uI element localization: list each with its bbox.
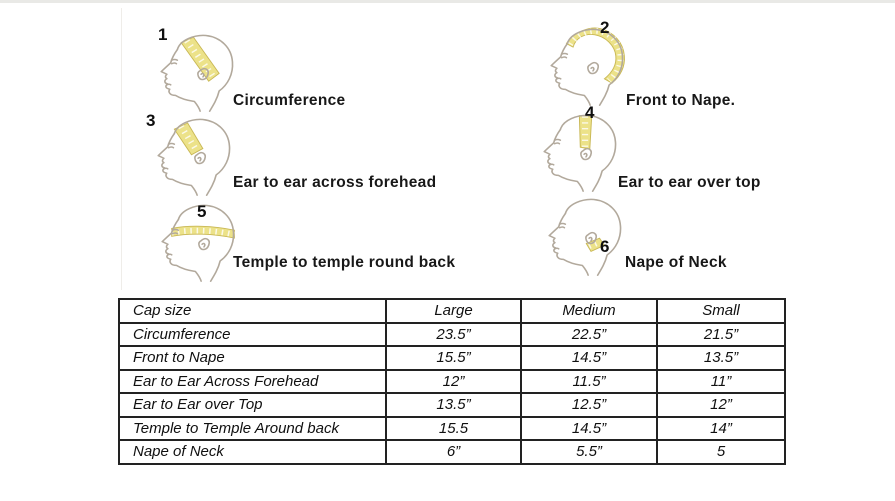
figure-ear-to-ear-over-top [529,103,624,200]
head-sketch-ear-to-ear-forehead-icon [143,116,238,204]
figure-temple-to-temple [147,202,242,290]
value-medium: 14.5” [521,417,657,441]
value-large: 13.5” [386,393,521,417]
value-small: 11” [657,370,785,394]
table-row-ear-to-ear-across-forehead [119,370,785,394]
row-label: Temple to Temple Around back [119,417,386,441]
value-large: 15.5 [386,417,521,441]
figure-nape-of-neck [534,196,629,284]
figure-label-ear-to-ear-across-forehead: Ear to ear across forehead [233,174,437,191]
table-row-nape-of-neck [119,440,785,464]
table-row-ear-to-ear-over-top [119,393,785,417]
value-small: 13.5” [657,346,785,370]
value-large: 23.5” [386,323,521,347]
figure-number-4: 4 [585,103,595,122]
table-header-large: Large [386,299,521,323]
value-medium: 14.5” [521,346,657,370]
table-row-front-to-nape [119,346,785,370]
value-medium: 22.5” [521,323,657,347]
value-small: 14” [657,417,785,441]
row-label: Ear to Ear over Top [119,393,386,417]
figure-circumference [146,25,241,120]
value-medium: 11.5” [521,370,657,394]
figure-label-circumference: Circumference [233,92,346,109]
table-header-cap-size: Cap size [119,299,386,323]
row-label: Front to Nape [119,346,386,370]
figure-label-front-to-nape: Front to Nape. [626,92,736,109]
value-large: 12” [386,370,521,394]
head-sketch-nape-of-neck-icon [534,196,629,284]
row-label: Ear to Ear Across Forehead [119,370,386,394]
value-medium: 5.5” [521,440,657,464]
value-small: 12” [657,393,785,417]
value-small: 5 [657,440,785,464]
figure-label-temple-to-temple: Temple to temple round back [233,254,456,271]
head-sketch-circumference-icon [146,32,241,120]
value-small: 21.5” [657,323,785,347]
value-medium: 12.5” [521,393,657,417]
figure-number-2: 2 [600,18,610,37]
head-sketch-ear-to-ear-top-icon [529,112,624,200]
figure-label-nape-of-neck: Nape of Neck [625,254,727,271]
value-large: 15.5” [386,346,521,370]
figure-number-1: 1 [158,25,168,44]
table-header-small: Small [657,299,785,323]
table-header-medium: Medium [521,299,657,323]
cap-size-table [118,298,786,465]
figure-number-3: 3 [146,111,156,130]
figure-label-ear-to-ear-over-top: Ear to ear over top [618,174,761,191]
figure-front-to-nape [536,18,631,114]
row-label: Circumference [119,323,386,347]
head-sketch-temple-to-temple-icon [147,202,242,290]
page-top-edge [0,0,895,3]
value-large: 6” [386,440,521,464]
figure-number-5: 5 [197,202,207,221]
row-label: Nape of Neck [119,440,386,464]
figure-number-6: 6 [600,237,610,256]
table-header-row [119,299,785,323]
figure-ear-to-ear-across-forehead [143,111,238,204]
head-sketch-front-to-nape-icon [536,26,631,114]
table-row-temple-to-temple [119,417,785,441]
table-row-circumference [119,323,785,347]
